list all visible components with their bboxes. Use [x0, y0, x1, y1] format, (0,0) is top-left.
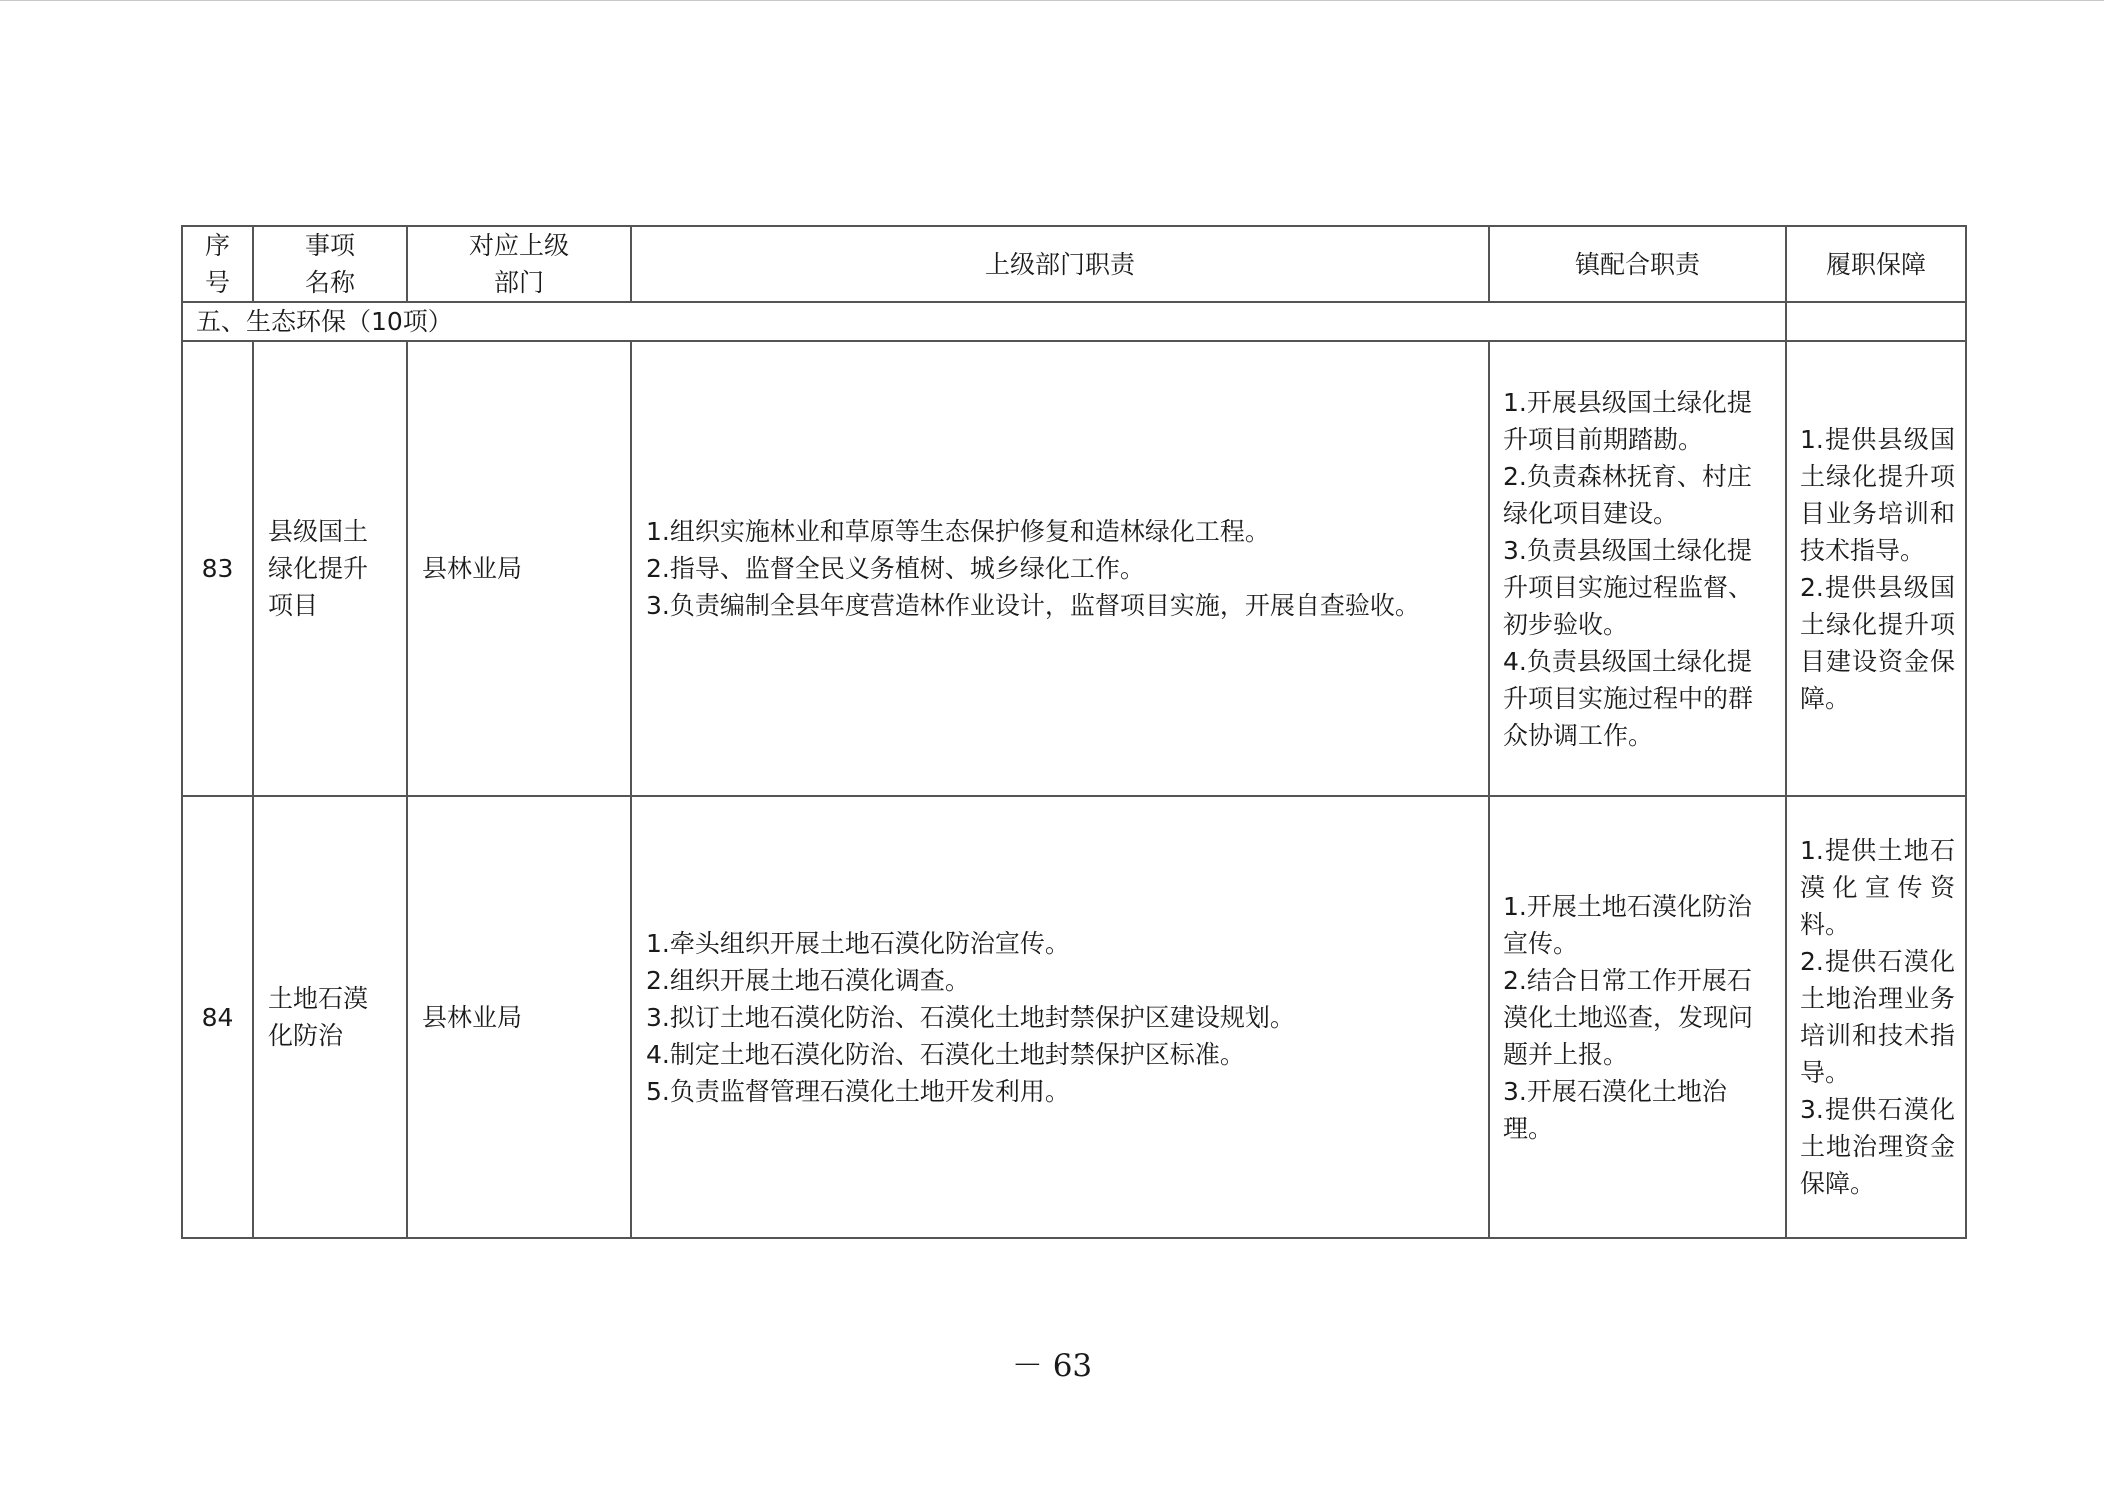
- header-guarantee: [1786, 226, 1966, 302]
- guarantee-item: 1.提供县级国土绿化提升项目业务培训和技术指导。: [1800, 424, 1955, 565]
- guarantee-item: 1.提供土地石漠化宣传资料。: [1800, 836, 1955, 939]
- row-guarantee: [1786, 796, 1966, 1238]
- header-town-duty: [1489, 226, 1786, 302]
- header-item-name: [253, 226, 407, 302]
- duty-item: 1.牵头组织开展土地石漠化防治宣传。: [646, 928, 1070, 958]
- duty-item: 3.拟订土地石漠化防治、石漠化土地封禁保护区建设规划。: [646, 1002, 1295, 1032]
- top-border-line: [0, 0, 2104, 1]
- duty-item: 2.指导、监督全民义务植树、城乡绿化工作。: [646, 554, 1145, 583]
- header-superior-duty: [631, 226, 1489, 302]
- header-serial-number: [182, 226, 253, 302]
- row-item-name: 土地石漠化防治: [253, 796, 407, 1238]
- header-guarantee-text: 履职保障: [1825, 249, 1926, 279]
- town-duty-item: 2.负责森林抚育、村庄绿化项目建设。: [1503, 461, 1752, 528]
- town-duty-item: 3.负责县级国土绿化提升项目实施过程监督、初步验收。: [1503, 535, 1754, 639]
- row-item-name: 县级国土绿化提升项目: [253, 341, 407, 796]
- table-header-row: [182, 226, 1966, 302]
- header-superior-duty-text: 上级部门职责: [984, 249, 1135, 279]
- town-duty-item: 4.负责县级国土绿化提升项目实施过程中的群众协调工作。: [1503, 646, 1754, 750]
- row-superior-duty: [631, 341, 1489, 796]
- guarantee-item: 2.提供石漠化土地治理业务培训和技术指导。: [1800, 947, 1955, 1087]
- header-town-duty-text: 镇配合职责: [1574, 249, 1700, 279]
- town-duty-item: 3.开展石漠化土地治理。: [1503, 1076, 1727, 1143]
- table-row: [182, 341, 1966, 796]
- header-item-name-text: 事项 名称: [304, 231, 355, 297]
- section-empty-cell: [1786, 302, 1966, 341]
- duty-item: 1.组织实施林业和草原等生态保护修复和造林绿化工程。: [646, 517, 1270, 546]
- table-row: [182, 796, 1966, 1238]
- header-serial-number-text: 序 号: [204, 231, 230, 297]
- section-title: 五、生态环保（10项）: [182, 302, 1786, 341]
- town-duty-item: 1.开展土地石漠化防治宣传。: [1503, 891, 1752, 958]
- duty-item: 5.负责监督管理石漠化土地开发利用。: [646, 1076, 1070, 1106]
- town-duty-item: 1.开展县级国土绿化提升项目前期踏勘。: [1503, 387, 1752, 454]
- row-serial-number: 83: [182, 341, 253, 796]
- responsibility-table: [181, 225, 1967, 1239]
- row-department: 县林业局: [407, 341, 631, 796]
- row-guarantee: [1786, 341, 1966, 796]
- row-town-duty: [1489, 341, 1786, 796]
- duty-item: 4.制定土地石漠化防治、石漠化土地封禁保护区标准。: [646, 1039, 1245, 1069]
- row-town-duty: [1489, 796, 1786, 1238]
- guarantee-item: 3.提供石漠化土地治理资金保障。: [1800, 1095, 1955, 1198]
- row-department: 县林业局: [407, 796, 631, 1238]
- section-row: [182, 302, 1966, 341]
- header-department: [407, 226, 631, 302]
- town-duty-item: 2.结合日常工作开展石漠化土地巡查，发现问题并上报。: [1503, 965, 1754, 1069]
- row-serial-number: 84: [182, 796, 253, 1238]
- header-department-text: 对应上级 部门: [468, 231, 569, 297]
- duty-item: 3.负责编制全县年度营造林作业设计，监督项目实施，开展自查验收。: [646, 591, 1420, 620]
- row-superior-duty: [631, 796, 1489, 1238]
- guarantee-item: 2.提供县级国土绿化提升项目建设资金保障。: [1800, 572, 1955, 713]
- page-number: － 63: [1011, 1348, 1093, 1384]
- duty-item: 2.组织开展土地石漠化调查。: [646, 965, 970, 995]
